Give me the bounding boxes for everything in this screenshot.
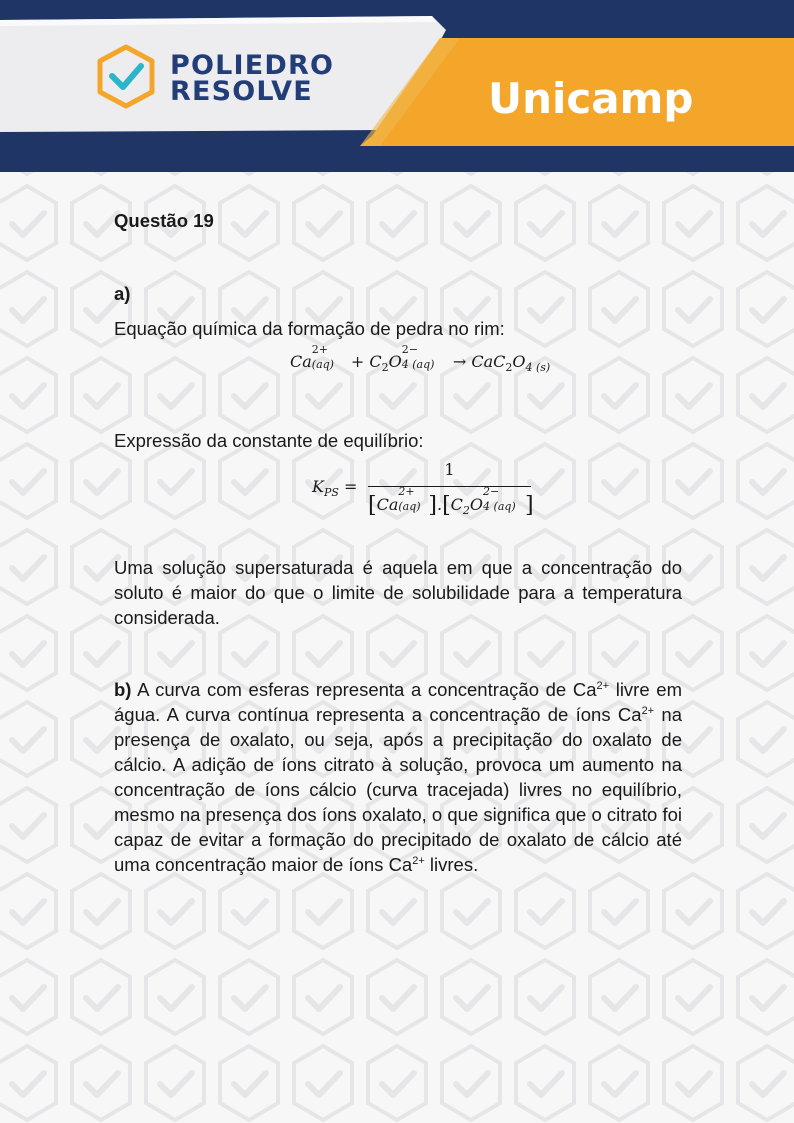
constant-intro: Expressão da constante de equilíbrio: (114, 430, 424, 451)
chemical-equation: Ca 2+ (aq) + $C_2O$ 2− 4 (aq) → $CaC_2O_{4 (s)}$ (290, 343, 551, 374)
brand-name-line1: POLIEDRO (170, 50, 335, 81)
supersaturated-definition: Uma solução supersaturada é aquela em que a concentração do soluto é maior do que o limite de solubilidade para a temperatura considerada. (114, 557, 682, 628)
exam-name: Unicamp (488, 74, 694, 123)
part-b-answer: b) A curva com esferas representa a concentração de $Ca^{2+}$ livre em água. A curva contínua representa a concentração de íons $Ca^{2+}$ na presença de oxalato, ou seja, após a precipitação do oxalato de cálcio. A adição de íons citrato à solução, provoca um aumento na concentração de íons cálcio (curva tracejada) livres no equilíbrio, mesmo na presença dos íons oxalato, o que significa que o citrato foi capaz de evitar a formação do precipitado de oxalato de cálcio até uma concentração maior de íons $Ca^{2+}$ livres. (114, 679, 682, 875)
part-a-label: a) (114, 283, 131, 304)
ksp-fraction (368, 460, 534, 518)
brand-name-line2: RESOLVE (170, 76, 313, 107)
fraction-bar (368, 486, 531, 487)
question-title: Questão 19 (114, 210, 214, 231)
ksp-denominator: [Ca 2+ (aq) ]$.[C_2O$ 2− 4 (aq) ] (368, 485, 534, 518)
equation-intro: Equação química da formação de pedra no rim: (114, 318, 505, 339)
ksp-symbol: $K_{PS}$ = (312, 477, 358, 499)
part-b-label: b) (114, 679, 132, 700)
ksp-numerator: 1 (444, 460, 455, 479)
page-header (0, 0, 794, 175)
